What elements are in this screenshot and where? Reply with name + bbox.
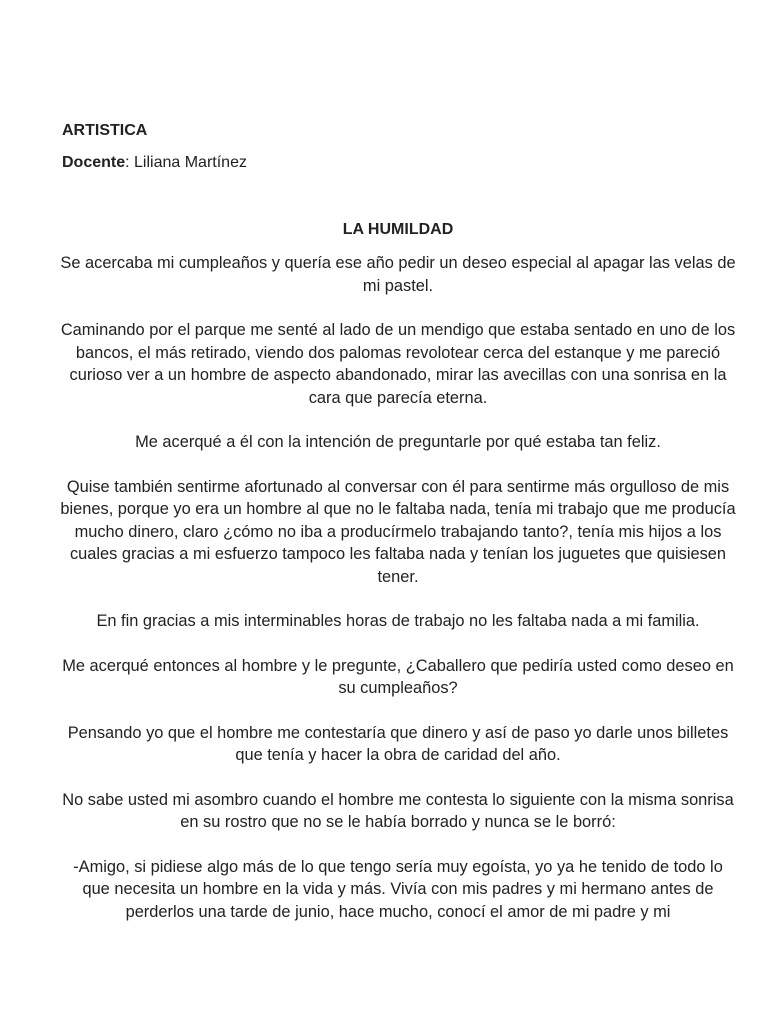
teacher-label: Docente: [62, 154, 126, 171]
story-paragraph: -Amigo, si pidiese algo más de lo que tengo sería muy egoísta, yo ya he tenido de todo lo que necesita un hombre en la vida y más. Vivía con mis padres y mi hermano antes de perderlos una tarde de junio, hace mucho, conocí el amor de mi padre y mi: [73, 857, 723, 921]
story-paragraph: Me acerqué entonces al hombre y le pregunte, ¿Caballero que pediría usted como deseo en su cumpleaños?: [62, 656, 734, 697]
story-title: LA HUMILDAD: [342, 221, 454, 238]
teacher-name: Liliana Martínez: [134, 154, 247, 171]
teacher-line: [62, 152, 247, 174]
subject-heading: ARTISTICA: [62, 122, 148, 139]
story-paragraph: Quise también sentirme afortunado al conversar con él para sentirme más orgulloso de mis bienes, porque yo era un hombre al que no le faltaba nada, tenía mi trabajo que me producía mucho dinero, claro ¿cómo no iba a producírmelo trabajando tanto?, tenía mis hijos a los cuales gracias a mi esfuerzo tampoco les faltaba nada y tenían los juguetes que quisiesen tener.: [60, 477, 736, 586]
story-paragraph: En fin gracias a mis interminables horas de trabajo no les faltaba nada a mi familia.: [96, 612, 700, 630]
story-paragraph: No sabe usted mi asombro cuando el hombre me contesta lo siguiente con la misma sonrisa en su rostro que no se le había borrado y nunca se le borró:: [62, 790, 734, 831]
story-paragraph: Me acerqué a él con la intención de preguntarle por qué estaba tan feliz.: [135, 433, 661, 451]
teacher-separator: :: [125, 154, 135, 171]
story-paragraph: Caminando por el parque me senté al lado de un mendigo que estaba sentado en uno de los bancos, el más retirado, viendo dos palomas revolotear cerca del estanque y me pareció curioso ver a un hombre de aspecto abandonado, mirar las avecillas con una sonrisa en la cara que parecía eterna.: [60, 321, 736, 407]
story-paragraph: Se acercaba mi cumpleaños y quería ese año pedir un deseo especial al apagar las velas de mi pastel.: [60, 254, 736, 295]
story-body: [58, 252, 738, 945]
story-paragraph: Pensando yo que el hombre me contestaría que dinero y así de paso yo darle unos billetes que tenía y hacer la obra de caridad del año.: [67, 723, 729, 764]
